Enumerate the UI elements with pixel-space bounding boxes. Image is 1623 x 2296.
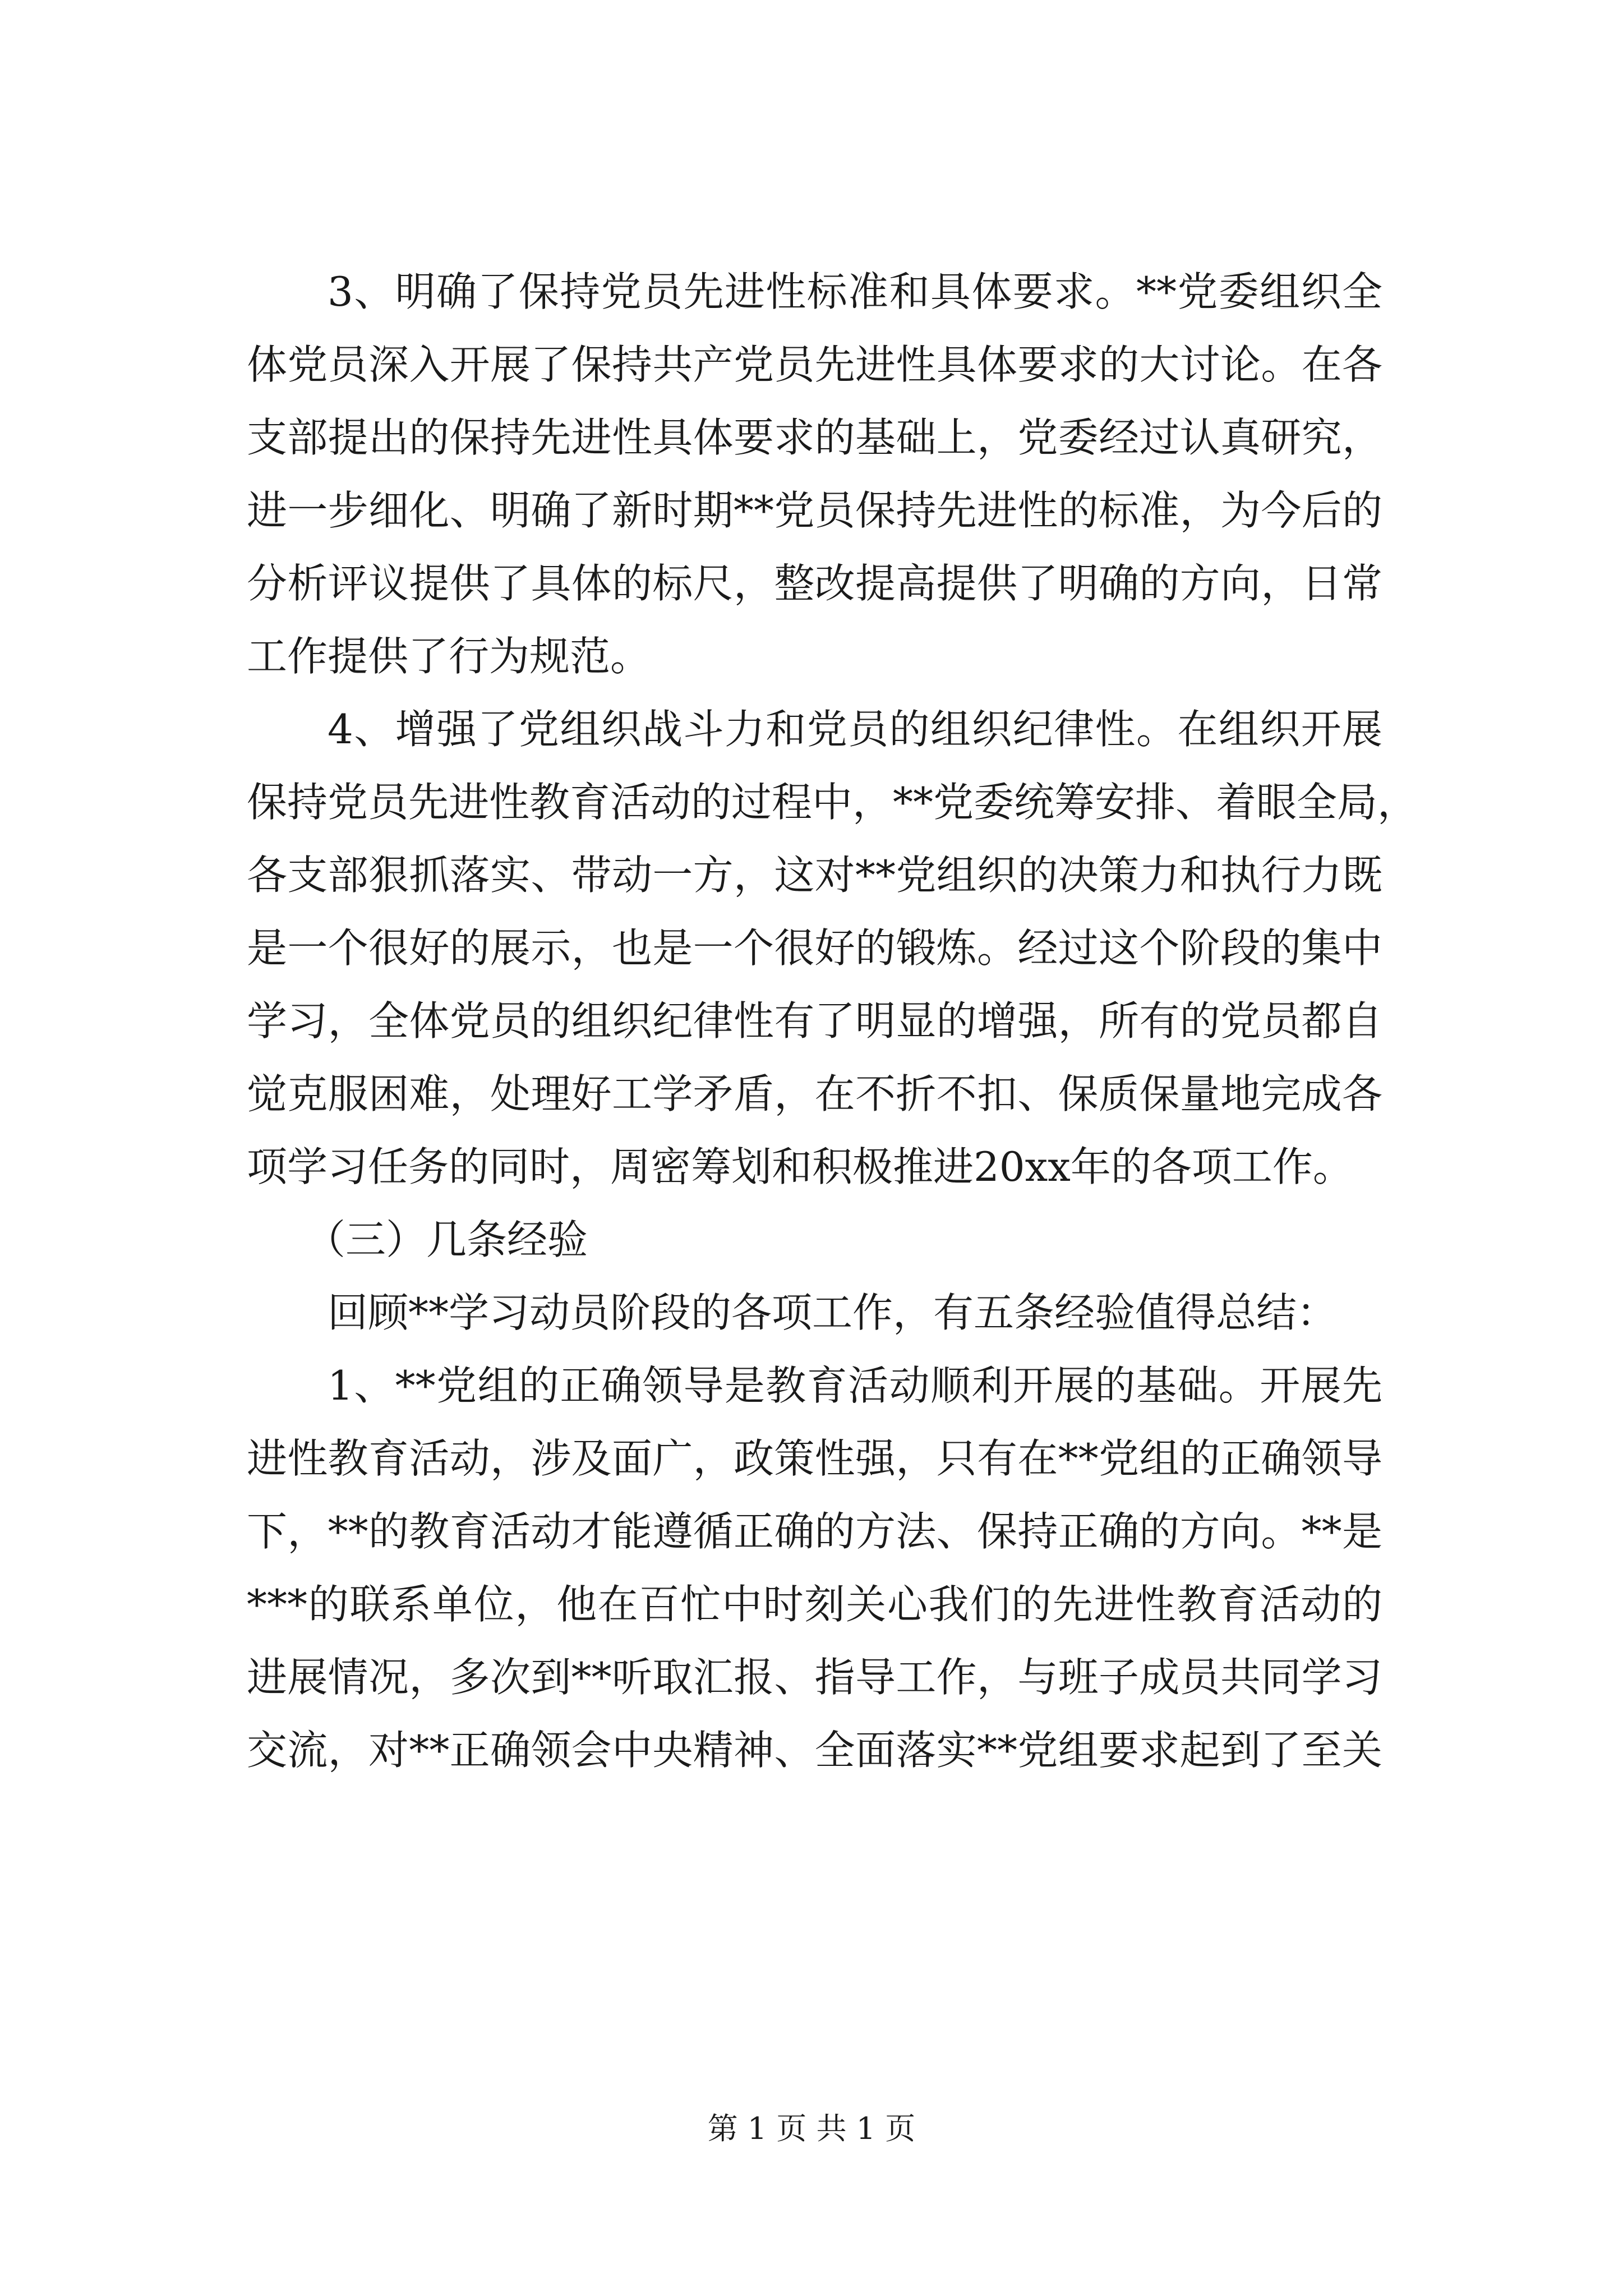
paragraph-4-line-4: 是一个很好的展示，也是一个很好的锻炼。经过这个阶段的集中	[247, 924, 1382, 972]
paragraph-3-line-4: 进一步细化、明确了新时期**党员保持先进性的标准，为今后的	[247, 487, 1382, 534]
section-heading: （三）几条经验	[305, 1216, 588, 1263]
experience-1-line-1: 1、**党组的正确领导是教育活动顺利开展的基础。开展先	[328, 1362, 1382, 1409]
paragraph-3-line-3: 支部提出的保持先进性具体要求的基础上，党委经过认真研究，	[247, 414, 1382, 461]
intro-line: 回顾**学习动员阶段的各项工作，有五条经验值得总结：	[328, 1289, 1338, 1336]
paragraph-3-line-1: 3、明确了保持党员先进性标准和具体要求。**党委组织全	[328, 268, 1382, 315]
experience-1-line-3: 下，**的教育活动才能遵循正确的方法、保持正确的方向。**是	[247, 1508, 1382, 1555]
experience-1-line-2: 进性教育活动，涉及面广，政策性强，只有在**党组的正确领导	[247, 1435, 1382, 1482]
document-body	[247, 255, 1418, 1787]
paragraph-4-line-5: 学习，全体党员的组织纪律性有了明显的增强，所有的党员都自	[247, 997, 1382, 1045]
paragraph-3-line-5: 分析评议提供了具体的标尺，整改提高提供了明确的方向，日常	[247, 560, 1382, 607]
experience-1-line-5: 进展情况，多次到**听取汇报、指导工作，与班子成员共同学习	[247, 1654, 1382, 1701]
paragraph-4-line-3: 各支部狠抓落实、带动一方，这对**党组织的决策力和执行力既	[247, 852, 1382, 899]
paragraph-4-line-1: 4、增强了党组织战斗力和党员的组织纪律性。在组织开展	[328, 706, 1382, 753]
paragraph-4-line-7: 项学习任务的同时，周密筹划和积极推进20xx年的各项工作。	[247, 1143, 1353, 1190]
experience-1-line-6: 交流，对**正确领会中央精神、全面落实**党组要求起到了至关	[247, 1727, 1382, 1774]
paragraph-3-line-2: 体党员深入开展了保持共产党员先进性具体要求的大讨论。在各	[247, 341, 1382, 388]
experience-1-line-4: ***的联系单位，他在百忙中时刻关心我们的先进性教育活动的	[247, 1581, 1382, 1628]
paragraph-4-line-2: 保持党员先进性教育活动的过程中，**党委统筹安排、着眼全局，	[247, 779, 1418, 826]
page-footer: 第 1 页 共 1 页	[707, 2111, 916, 2146]
paragraph-3-line-6: 工作提供了行为规范。	[247, 633, 651, 680]
paragraph-4-line-6: 觉克服困难，处理好工学矛盾，在不折不扣、保质保量地完成各	[247, 1070, 1382, 1117]
